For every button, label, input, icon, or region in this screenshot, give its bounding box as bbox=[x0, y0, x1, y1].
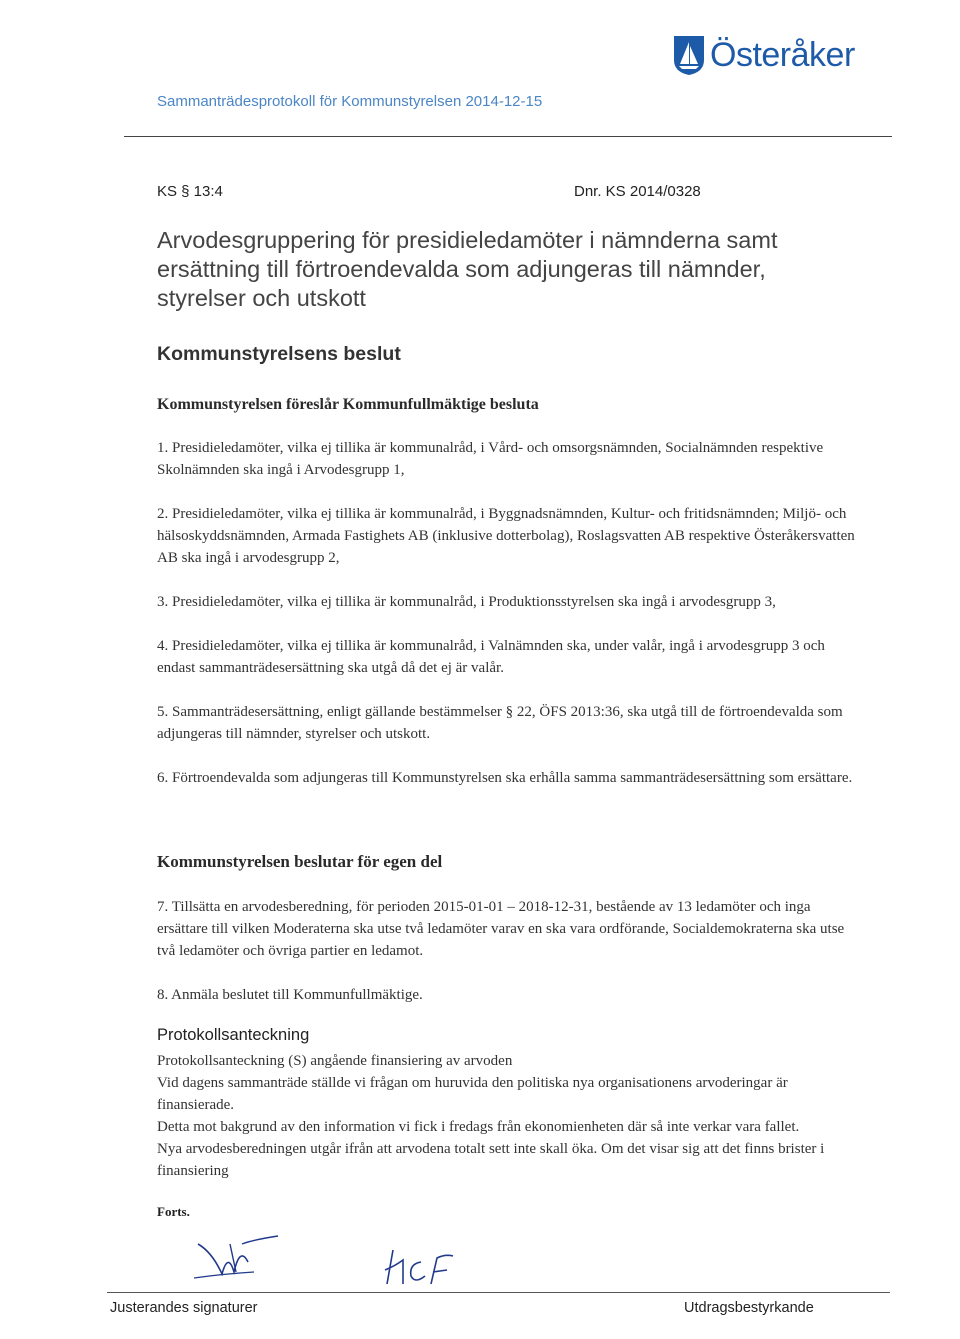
protocol-note bbox=[157, 1050, 867, 1182]
header-divider bbox=[124, 136, 892, 137]
decision-item: 5. Sammanträdesersättning, enligt gällande bestämmelser § 22, ÖFS 2013:36, ska utgå till de förtroendevalda som adjungeras till nämnder, styrelser och utskott. bbox=[157, 704, 843, 742]
page-title: Arvodesgruppering för presidieledamöter i nämnderna samt ersättning till förtroendevalda som adjungeras till nämnder, styrelser och utskott bbox=[157, 227, 778, 311]
decision-item: 3. Presidieledamöter, vilka ej tillika är kommunalråd, i Produktionsstyrelsen ska ingå i arvodesgrupp 3, bbox=[157, 594, 776, 610]
brand-name: Österåker bbox=[710, 35, 855, 74]
footer-divider bbox=[107, 1292, 890, 1293]
note-line: Detta mot bakgrund av den information vi fick i fredags från ekonomienheten där så inte verkar vara fallet. bbox=[157, 1119, 800, 1135]
osteraker-logo bbox=[672, 30, 892, 80]
own-decision-heading: Kommunstyrelsen beslutar för egen del bbox=[157, 852, 443, 871]
note-line: Vid dagens sammanträde ställde vi frågan om huruvida den politiska nya organisationens arvoderingar är finansierade. bbox=[157, 1075, 788, 1113]
case-dnr: Dnr. KS 2014/0328 bbox=[574, 183, 701, 200]
own-decision-item: 8. Anmäla beslutet till Kommunfullmäktige. bbox=[157, 987, 423, 1003]
signature-2 bbox=[381, 1240, 456, 1290]
note-line: Protokollsanteckning (S) angående finansiering av arvoden bbox=[157, 1053, 513, 1069]
case-paragraph-id: KS § 13:4 bbox=[157, 183, 223, 200]
continued-label: Forts. bbox=[157, 1204, 190, 1219]
protocol-subtitle: Sammanträdesprotokoll för Kommunstyrelsen 2014-12-15 bbox=[157, 93, 543, 110]
decision-list bbox=[157, 437, 857, 811]
own-decision-item: 7. Tillsätta en arvodesberedning, för perioden 2015-01-01 – 2018-12-31, bestående av 13 ledamöter och inga ersättare till vilken Moderaterna ska utse två ledamöter varav en ska vara ordförande, Socialdemokraterna ska utse två ledamöter och övriga partier en ledamot. bbox=[157, 899, 845, 959]
signatures-label: Justerandes signaturer bbox=[110, 1300, 258, 1316]
protocol-note-heading: Protokollsanteckning bbox=[157, 1026, 310, 1044]
decision-item: 6. Förtroendevalda som adjungeras till Kommunstyrelsen ska erhålla samma sammanträdesersättning som ersättare. bbox=[157, 770, 853, 786]
decision-heading: Kommunstyrelsens beslut bbox=[157, 343, 401, 365]
decision-item: 4. Presidieledamöter, vilka ej tillika är kommunalråd, i Valnämnden ska, under valår, ingå i arvodesgrupp 3 och endast sammanträdesersättning ska utgå då det ej är valår. bbox=[157, 638, 825, 676]
decision-item: 1. Presidieledamöter, vilka ej tillika är kommunalråd, i Vård- och omsorgsnämnden, Socialnämnden respektive Skolnämnden ska ingå i Arvodesgrupp 1, bbox=[157, 440, 824, 478]
own-decision-list bbox=[157, 896, 857, 1028]
decision-item: 2. Presidieledamöter, vilka ej tillika är kommunalråd, i Byggnadsnämnden, Kultur- och fritidsnämnden; Miljö- och hälsoskyddsnämnden, Armada Fastighets AB (inklusive dotterbolag), Roslagsvatten AB respektive Österåkersvatten AB ska ingå i arvodesgrupp 2, bbox=[157, 506, 855, 566]
signature-1 bbox=[192, 1222, 282, 1282]
proposal-line: Kommunstyrelsen föreslår Kommunfullmäktige besluta bbox=[157, 396, 539, 413]
note-line: Nya arvodesberedningen utgår ifrån att arvodena totalt sett inte skall öka. Om det visar sig att det finns brister i finansiering bbox=[157, 1141, 825, 1179]
extract-certification-label: Utdragsbestyrkande bbox=[684, 1300, 814, 1316]
sailboat-icon bbox=[672, 34, 706, 76]
